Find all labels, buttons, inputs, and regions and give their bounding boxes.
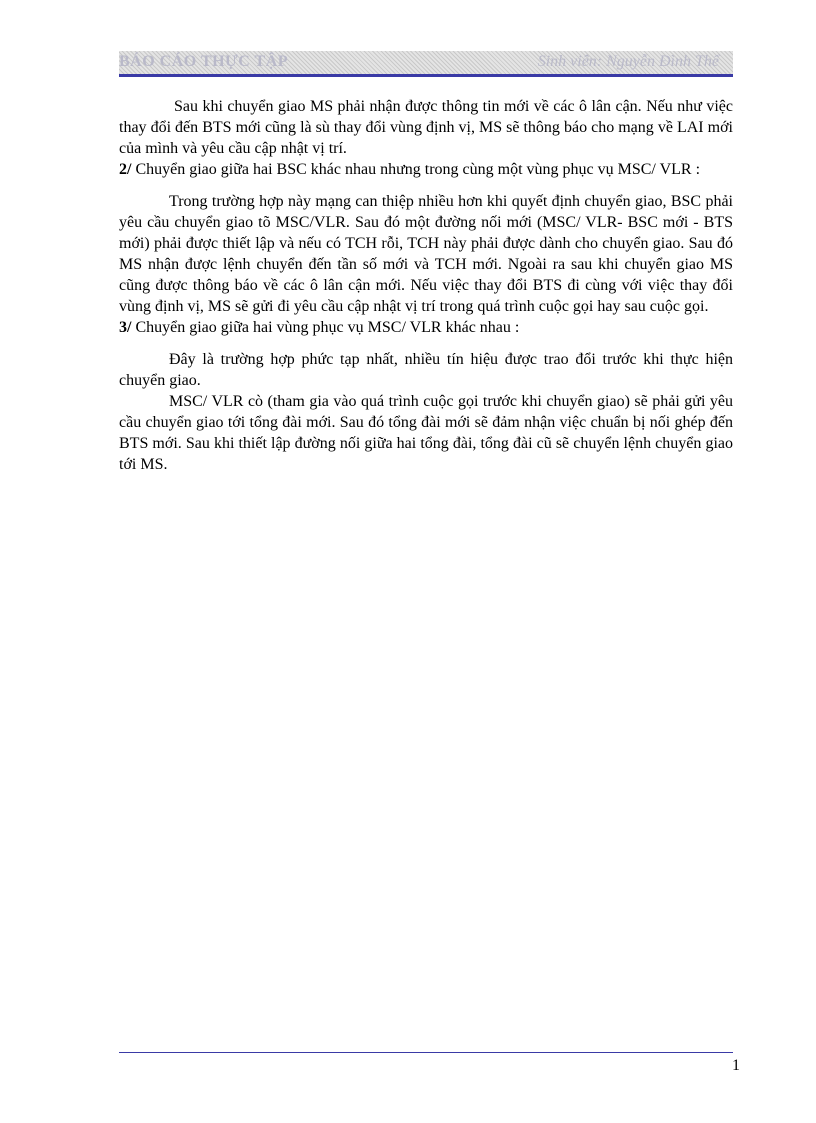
page-header [119, 51, 733, 77]
header-student-name: Sinh viên: Nguyễn Đình Thể [537, 53, 719, 70]
header-report-title: BÁO CÁO THỰC TẬP [119, 53, 289, 70]
footer-divider [119, 1052, 733, 1053]
section-number-2: 2/ [119, 161, 132, 178]
paragraph-after-handover: Sau khi chuyển giao MS phải nhận được thông tin mới về các ô lân cận. Nếu như việc thay đổi đến BTS mới cũng là sù thay đổi vùng định vị, MS sẽ thông báo cho mạng về LAI mới của mình và yêu cầu cập nhật vị trí. [119, 98, 733, 157]
section-title-2: Chuyển giao giữa hai BSC khác nhau nhưng trong cùng một vùng phục vụ MSC/ VLR : [131, 161, 701, 178]
paragraph-bsc-handover: Trong trường hợp này mạng can thiệp nhiều hơn khi quyết định chuyển giao, BSC phải yêu cầu chuyển giao tõ MSC/VLR. Sau đó một đường nối mới (MSC/ VLR- BSC mới - BTS mới) phải được thiết lập và nếu có TCH rỗi, TCH này phải được dành cho chuyển giao. Sau đó MS nhận được lệnh chuyển đến tần số mới và TCH mới. Ngoài ra sau khi chuyển giao MS cũng được thông báo về các ô lân cận mới. Nếu việc thay đổi BTS đi cùng với việc thay đổi vùng định vị, MS sẽ gửi đi yêu cầu cập nhật vị trí trong quá trình cuộc gọi hay sau cuộc gọi. [119, 193, 733, 315]
page-number: 1 [732, 1057, 740, 1074]
paragraph-complex-case: Đây là trường hợp phức tạp nhất, nhiều tín hiệu được trao đổi trước khi thực hiện chuyển giao. [119, 351, 733, 389]
paragraph-old-msc: MSC/ VLR cò (tham gia vào quá trình cuộc gọi trước khi chuyển giao) sẽ phải gửi yêu cầu chuyển giao tới tổng đài mới. Sau đó tổng đài mới sẽ đảm nhận việc chuẩn bị nối ghép đến BTS mới. Sau khi thiết lập đường nối giữa hai tổng đài, tổng đài cũ sẽ chuyển lệnh chuyển giao tới MS. [119, 393, 733, 473]
section-title-3: Chuyển giao giữa hai vùng phục vụ MSC/ VLR khác nhau : [131, 319, 520, 336]
section-number-3: 3/ [119, 319, 132, 336]
section-heading-3 [119, 317, 733, 338]
document-body [119, 96, 733, 475]
section-heading-2 [119, 159, 733, 180]
